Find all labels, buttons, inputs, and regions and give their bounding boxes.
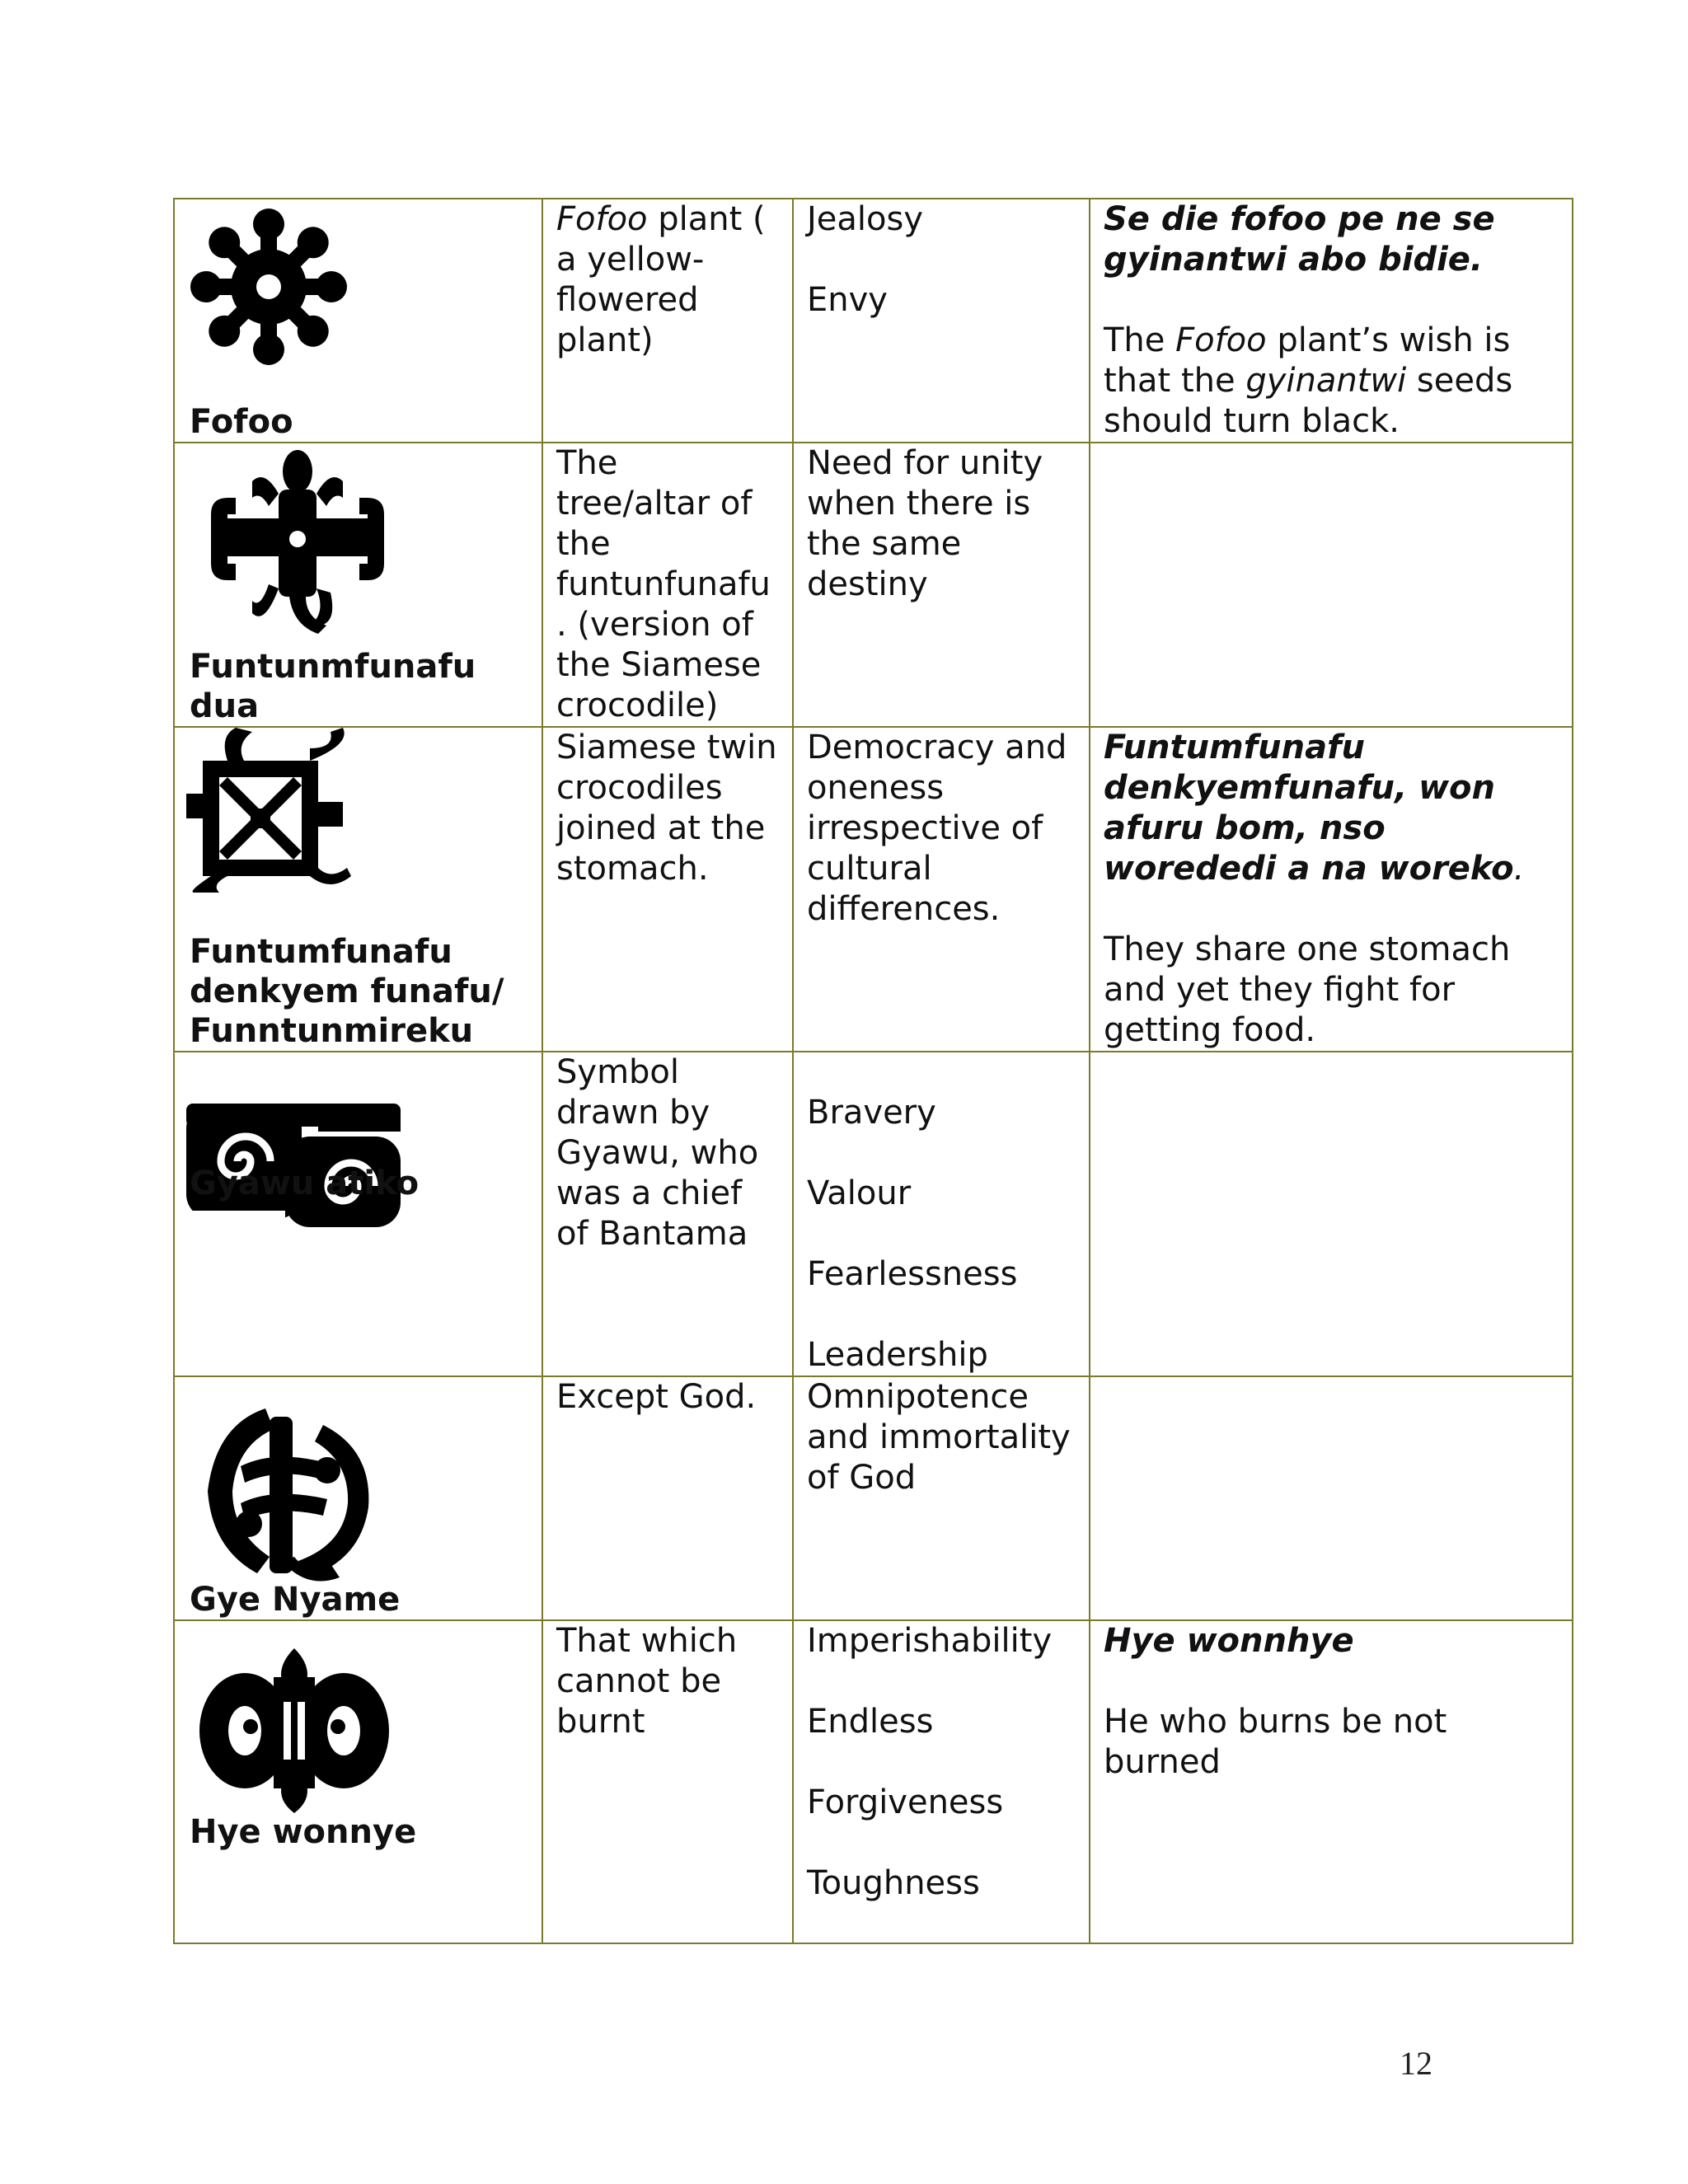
proverb-cell (1090, 1052, 1573, 1376)
table-row (174, 1052, 1573, 1376)
value-text: Valour (807, 1174, 912, 1212)
table-row (174, 199, 1573, 443)
values-cell (793, 199, 1090, 443)
meaning-text: That which cannot be burnt (556, 1622, 738, 1741)
translation-text: The Fofoo plant’s wish is that the gyinantwi seeds should turn black. (1104, 321, 1513, 440)
value-text: Toughness (807, 1864, 980, 1902)
page-number: 12 (1400, 2045, 1432, 2082)
meaning-text: The tree/altar of the funtunfunafu . (version of the Siamese crocodile) (556, 444, 771, 724)
meaning-cell (542, 727, 793, 1052)
meaning-cell (542, 443, 793, 727)
symbol-cell (174, 727, 542, 1052)
meaning-italic: Fofoo (556, 200, 648, 238)
value-text: Forgiveness (807, 1783, 1004, 1821)
funtunmfunafu-dua-symbol-icon (186, 448, 401, 638)
meaning-text: Symbol drawn by Gyawu, who was a chief of Bantama (556, 1053, 759, 1253)
proverb-text: Hye wonnhye (1104, 1622, 1354, 1660)
value-text: Envy (807, 281, 888, 319)
value-text: Imperishability (807, 1622, 1053, 1660)
meaning-cell (542, 199, 793, 443)
symbol-cell (174, 199, 542, 443)
symbol-cell (174, 1620, 542, 1943)
translation-text: He who burns be not burned (1104, 1703, 1447, 1781)
value-text: Democracy and oneness irrespective of cultural differences. (807, 729, 1067, 928)
symbol-name: Fofoo (190, 403, 293, 441)
meaning-text: plant ( a yellow-flowered plant) (556, 200, 766, 359)
translation-text: They share one stomach and yet they fight for getting food. (1104, 930, 1511, 1049)
fofoo-symbol-icon (186, 204, 351, 369)
value-text: Omnipotence and immortality of God (807, 1378, 1071, 1497)
symbol-name: Funtumfunafu denkyem funafu/ Funntunmireku (190, 933, 504, 1050)
value-text: Bravery (807, 1094, 936, 1132)
value-text: Endless (807, 1703, 934, 1741)
meaning-cell (542, 1376, 793, 1620)
table-row (174, 727, 1573, 1052)
proverb-cell (1090, 727, 1573, 1052)
symbol-cell (174, 443, 542, 727)
table-row (174, 1376, 1573, 1620)
symbol-cell (174, 1376, 542, 1620)
symbol-name: Gyawu atiko (190, 1165, 420, 1202)
symbol-name: Gye Nyame (190, 1581, 401, 1619)
adinkra-symbols-table (173, 198, 1573, 1944)
symbol-name: Hye wonnye (190, 1813, 417, 1851)
meaning-text: Siamese twin crocodiles joined at the stomach. (556, 729, 777, 888)
meaning-cell (542, 1052, 793, 1376)
proverb-cell (1090, 1620, 1573, 1943)
table-row (174, 443, 1573, 727)
table-row (174, 1620, 1573, 1943)
values-cell (793, 1052, 1090, 1376)
values-cell (793, 1376, 1090, 1620)
proverb-cell (1090, 1376, 1573, 1620)
gye-nyame-symbol-icon (199, 1400, 381, 1590)
proverb-cell (1090, 199, 1573, 443)
value-text: Need for unity when there is the same destiny (807, 444, 1043, 603)
meaning-text: Except God. (556, 1378, 757, 1416)
values-cell (793, 443, 1090, 727)
value-text: Fearlessness (807, 1255, 1018, 1293)
gyawu-atiko-symbol-icon (186, 1095, 409, 1227)
values-cell (793, 727, 1090, 1052)
proverb-text: Se die fofoo pe ne se gyinantwi abo bidie. (1104, 200, 1495, 279)
symbol-cell (174, 1052, 542, 1376)
symbol-name: Funtunmfunafu dua (190, 648, 476, 725)
siamese-crocodile-symbol-icon (186, 728, 351, 893)
proverb-text: Funtumfunafu denkyemfunafu, won afuru bom, nso worededi a na woreko. (1104, 729, 1525, 888)
hye-wonnye-symbol-icon (199, 1644, 389, 1817)
values-cell (793, 1620, 1090, 1943)
value-text: Leadership (807, 1336, 988, 1374)
meaning-cell (542, 1620, 793, 1943)
proverb-cell (1090, 443, 1573, 727)
value-text: Jealosy (807, 200, 924, 238)
